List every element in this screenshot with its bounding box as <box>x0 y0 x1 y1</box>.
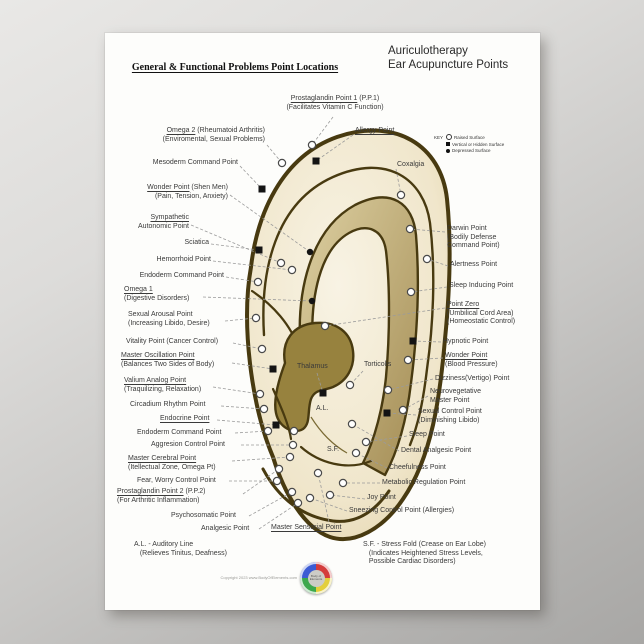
point-label-vitality-point: Vitality Point (Cancer Control) <box>126 338 219 345</box>
point-label-alertness-point: Alertness Point <box>450 261 498 268</box>
legend-item-raised-label: Raised Surface <box>454 134 485 140</box>
point-label-sexual-arousal-point: Sexual Arousal Point (Increasing Libido, Desire) <box>128 311 210 327</box>
point-label-torticolis: Torticolis <box>364 361 392 368</box>
point-label-auditory-line-note: A.L. - Auditory Line (Relieves Tinitus, Deafness) <box>134 541 227 557</box>
point-label-sexual-control-point: Sexual Control Point (Diminishing Libido) <box>418 408 482 424</box>
publisher-logo-text: Body of Elements <box>308 570 325 587</box>
point-label-hypnotic-point: Hypnotic Point <box>443 338 489 345</box>
point-label-sleep-inducing-point: Sleep Inducing Point <box>449 282 514 289</box>
point-label-thalamus: Thalamus <box>297 363 328 370</box>
point-label-prostaglandin-point-1: Prostaglandin Point 1 (P.P.1) (Facilitates Vitamin C Function) <box>286 95 384 111</box>
point-label-endoderm-command-point-upper: Endoderm Command Point <box>139 272 224 279</box>
point-label-valium-analog-point: Valium Analog Point (Traquilizing, Relaxation) <box>124 377 202 393</box>
point-label-sciatica: Sciatica <box>184 239 209 246</box>
point-label-master-oscillation-point: Master Oscillation Point (Balances Two Sides of Body) <box>121 352 215 368</box>
point-label-psychosomatic-point: Psychosomatic Point <box>171 512 236 519</box>
title-right-line2: Ear Acupuncture Points <box>388 59 509 71</box>
point-label-stress-fold-label: S.F. <box>327 446 340 453</box>
point-label-prostaglandin-point-2: Prostaglandin Point 2 (P.P.2) (For Arthritic Inflammation) <box>117 488 206 504</box>
point-label-dizziness-vertigo-point: Dizziness(Vertigo) Point <box>435 375 510 382</box>
title-right-line1: Auriculotherapy <box>388 45 468 57</box>
point-label-joy-point: Joy Point <box>367 494 396 501</box>
publisher-logo <box>300 562 332 594</box>
point-label-endocrine-point: Endocrine Point <box>160 415 210 422</box>
point-label-sneezing-control-point: Sneezing Control Point (Allergies) <box>349 507 455 514</box>
point-label-master-sensorial-point: Master Sensorial Point <box>271 524 342 531</box>
point-label-hemorrhoid-point: Hemorrhoid Point <box>156 256 211 263</box>
point-label-circadium-rhythm-point: Circadium Rhythm Point <box>130 401 206 408</box>
point-label-dental-analgesic-point: Dental Analgesic Point <box>401 447 472 454</box>
point-label-allergy-point: Allergy Point <box>355 127 395 134</box>
point-label-endoderm-command-point-lower: Endoderm Command Point <box>137 429 222 436</box>
point-label-fear-worry-control-point: Fear, Worry Control Point <box>137 477 216 484</box>
point-label-sympathetic-autonomic-point: Sympathetic Autonomic Point <box>138 214 189 230</box>
point-labels-layer <box>105 33 540 610</box>
point-label-neurovegetative-master-point: Neurovegetative Master Point <box>430 388 481 404</box>
point-label-analgesic-point: Analgesic Point <box>201 525 250 532</box>
poster <box>105 33 540 610</box>
legend-item-vertical-label: Vertical or Hidden Surface <box>452 141 505 147</box>
copyright-text: Copyright 2023 www.BodyOfElements.com <box>220 575 297 580</box>
point-label-wonder-point-blood-pressure: Wonder Point (Blood Pressure) <box>445 352 498 368</box>
point-label-mesoderm-command-point: Mesoderm Command Point <box>152 159 238 166</box>
point-label-auditory-line-label: A.L. <box>316 405 329 412</box>
point-label-aggresion-control-point: Aggresion Control Point <box>151 441 225 448</box>
point-label-omega-2: Omega 2 (Rheumatoid Arthritis) (Enviromental, Sexual Problems) <box>162 127 265 143</box>
point-label-point-zero: Point Zero (Umbilical Cord Area) (Homeostatic Control) <box>447 301 516 326</box>
point-label-wonder-point-shen-men: Wonder Point (Shen Men) (Pain, Tension, Anxiety) <box>147 184 228 200</box>
point-label-metabolic-regulation-point: Metabolic Regulation Point <box>382 479 466 486</box>
point-label-cheefulness-point: Cheefulness Point <box>389 464 446 471</box>
legend-key-title: KEY <box>434 135 444 140</box>
poster-title-left: General & Functional Problems Point Locations <box>131 62 339 73</box>
point-label-master-cerebral-point: Master Cerebral Point (Itellectual Zone, Omega Pt) <box>128 455 216 471</box>
point-label-coxalgia: Coxalgia <box>397 161 425 168</box>
point-label-sleep-point: Sleep Point <box>409 431 445 438</box>
point-label-omega-1: Omega 1 (Digestive Disorders) <box>124 286 190 302</box>
point-label-stress-fold-note: S.F. - Stress Fold (Crease on Ear Lobe) (Indicates Heightened Stress Levels, Possible Cardiac Disorders) <box>363 541 486 566</box>
point-label-darwin-point: Darwin Point (Bodily Defense Command Point) <box>447 225 500 250</box>
legend-item-depressed-label: Depressed Surface <box>452 148 491 153</box>
